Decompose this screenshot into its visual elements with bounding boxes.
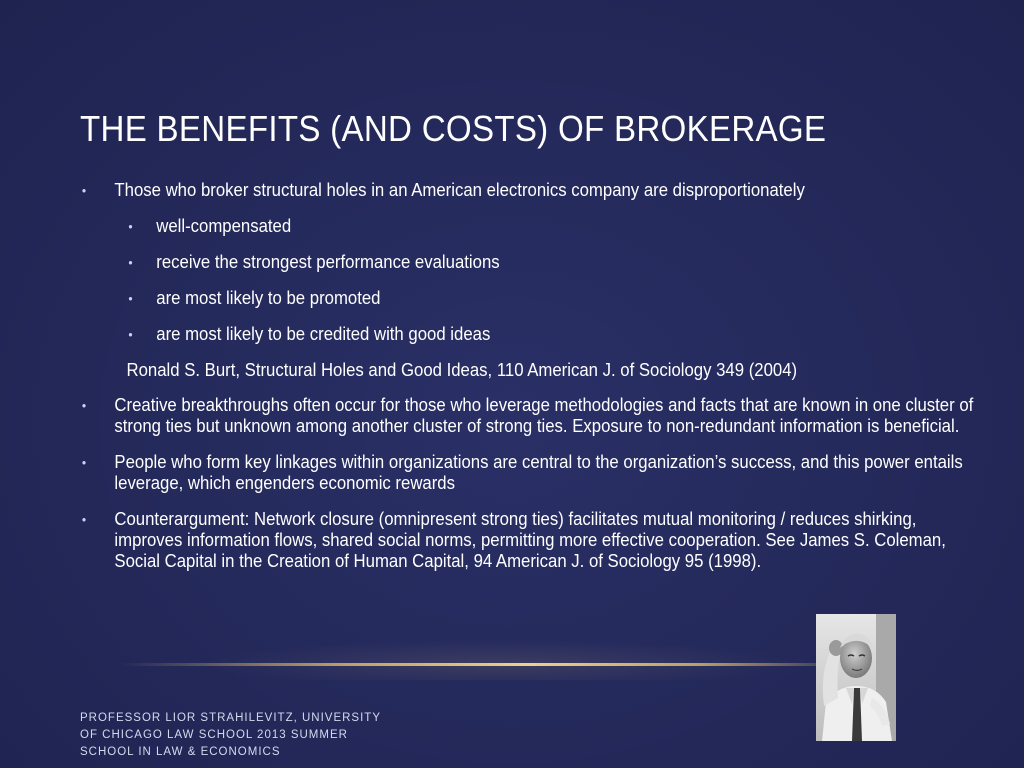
footer-line: OF CHICAGO LAW SCHOOL 2013 SUMMER: [80, 729, 348, 741]
sub-bullet-item: [80, 288, 1021, 309]
bullet-text: Creative breakthroughs often occur for those who leverage methodologies and facts that are known in one cluster of strong ties but unknown among another cluster of strong ties. Exposure to non-redundant information is beneficial.: [114, 395, 974, 436]
bullet-item: [80, 395, 979, 437]
sub-bullet-text: receive the strongest performance evaluations: [156, 252, 500, 272]
divider-glow: [200, 640, 800, 680]
bullet-icon: •: [81, 512, 87, 527]
bullet-text: People who form key linkages within organizations are central to the organization’s success, and this power entails leverage, which engenders economic rewards: [114, 452, 963, 493]
bullet-icon: •: [81, 455, 87, 470]
bullet-icon: •: [128, 219, 133, 234]
footer-line: PROFESSOR LIOR STRAHILEVITZ, UNIVERSITY: [80, 712, 381, 724]
sub-bullet-text: well-compensated: [156, 216, 292, 236]
portrait-photo-icon: [816, 614, 896, 741]
footer-line: SCHOOL IN LAW & ECONOMICS: [80, 746, 281, 758]
sub-bullet-text: are most likely to be promoted: [156, 288, 381, 308]
sub-bullet-item: [80, 216, 1021, 237]
bullet-icon: •: [128, 291, 133, 306]
bullet-item: [80, 180, 979, 201]
bullet-icon: •: [128, 327, 133, 342]
citation-text: Ronald S. Burt, Structural Holes and Good Ideas, 110 American J. of Sociology 349 (2004): [126, 360, 798, 380]
slide-body: [80, 180, 974, 572]
bullet-text: Counterargument: Network closure (omnipresent strong ties) facilitates mutual monitoring / reduces shirking, improves information flows, shared social norms, permitting more effective cooperation. See James S. Coleman, Social Capital in the Creation of Human Capital, 94 American J. of Sociology 95 (1998).: [114, 509, 946, 571]
sub-bullet-text: are most likely to be credited with good ideas: [156, 324, 491, 344]
divider-line: [120, 663, 860, 666]
slide-footer: [80, 710, 400, 761]
citation: [80, 360, 991, 381]
bullet-item: [80, 509, 979, 572]
bullet-icon: •: [81, 183, 87, 198]
bullet-text: Those who broker structural holes in an American electronics company are disproportionately: [114, 180, 805, 200]
sub-bullet-item: [80, 324, 1021, 345]
bullet-item: [80, 452, 979, 494]
portrait-photo: [816, 614, 896, 741]
sub-bullet-item: [80, 252, 1021, 273]
slide-title: THE BENEFITS (AND COSTS) OF BROKERAGE: [80, 108, 827, 149]
bullet-icon: •: [81, 398, 87, 413]
bullet-icon: •: [128, 255, 133, 270]
